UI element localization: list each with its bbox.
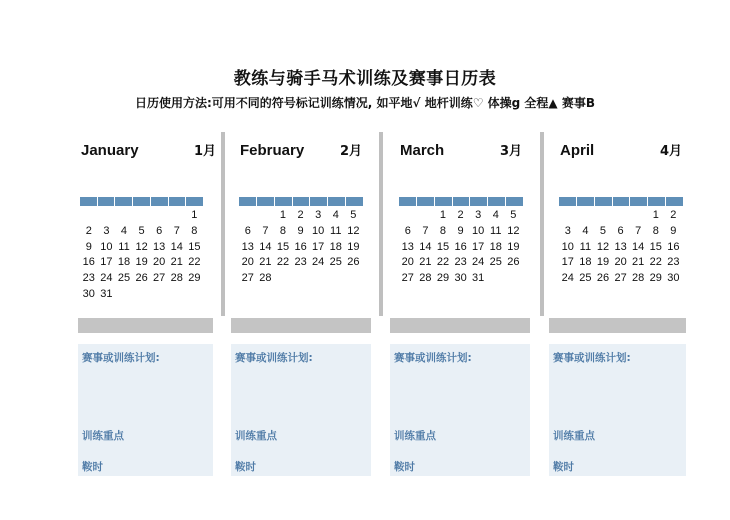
day-cell: 16: [454, 240, 467, 253]
day-cell: 28: [632, 272, 645, 285]
plan-box-january: [78, 344, 213, 476]
day-grid-january: [80, 209, 203, 304]
day-cell: 25: [579, 272, 592, 285]
day-cell: 5: [510, 209, 517, 221]
day-cell: 10: [100, 240, 113, 253]
day-cell: 22: [188, 256, 201, 269]
day-cell: 20: [614, 256, 627, 269]
day-cell: 4: [120, 224, 128, 237]
day-cell: 3: [103, 224, 110, 237]
day-cell: 23: [294, 256, 307, 269]
hours-label: 鞍时: [235, 461, 256, 473]
day-cell: 11: [118, 240, 130, 253]
day-cell: 25: [329, 256, 342, 269]
day-cell: 15: [649, 240, 662, 253]
day-cell: 1: [439, 209, 447, 221]
day-cell: 10: [312, 224, 325, 237]
day-cell: 24: [561, 272, 574, 285]
day-cell: 6: [404, 224, 411, 237]
day-cell: 28: [419, 272, 432, 285]
day-cell: 21: [259, 256, 272, 269]
day-cell: 8: [191, 224, 198, 237]
day-cell: 21: [632, 256, 645, 269]
day-cell: 8: [439, 224, 447, 237]
month-header-april: [560, 140, 682, 164]
day-cell: 4: [492, 209, 499, 221]
day-cell: 11: [490, 224, 502, 237]
day-cell: 7: [262, 224, 269, 237]
usage-instructions: 日历使用方法:可用不同的符号标记训练情况, 如平地√ 地杆训练♡ 体操g 全程▲ 赛事B: [135, 96, 595, 110]
day-cell: 1: [191, 209, 198, 221]
focus-label: 训练重点: [553, 430, 595, 442]
day-cell: 5: [599, 224, 607, 237]
day-cell: 27: [153, 272, 166, 285]
day-cell: 5: [350, 209, 357, 221]
weekday-bar: [80, 197, 203, 206]
empty-cell: [98, 209, 116, 225]
day-cell: 21: [419, 256, 432, 269]
day-cell: 20: [241, 256, 254, 269]
day-cell: 23: [667, 256, 680, 269]
hours-label: 鞍时: [394, 461, 415, 473]
day-cell: 27: [401, 272, 414, 285]
day-cell: 14: [259, 240, 272, 253]
day-cell: 29: [436, 272, 450, 285]
day-cell: 8: [279, 224, 287, 237]
empty-cell: [239, 209, 257, 225]
day-cell: 14: [170, 240, 183, 253]
month-name-cn: 4月: [659, 144, 682, 159]
day-cell: 20: [153, 256, 166, 269]
plan-box-april: [549, 344, 686, 476]
day-cell: 14: [419, 240, 432, 253]
day-cell: 30: [667, 272, 680, 285]
day-cell: 17: [312, 240, 325, 253]
empty-cell: [629, 209, 647, 225]
day-cell: 29: [649, 272, 662, 285]
empty-cell: [150, 209, 168, 225]
day-cell: 7: [635, 224, 642, 237]
day-cell: 30: [82, 287, 95, 300]
day-cell: 9: [85, 240, 92, 253]
day-grid-march: [399, 209, 522, 288]
day-cell: 23: [454, 256, 467, 269]
day-cell: 2: [85, 224, 92, 237]
focus-label: 训练重点: [394, 430, 436, 442]
day-cell: 10: [472, 224, 485, 237]
day-cell: 6: [244, 224, 251, 237]
day-cell: 2: [297, 209, 304, 221]
day-cell: 17: [561, 256, 574, 269]
day-cell: 9: [670, 224, 677, 237]
month-name: January: [81, 142, 139, 159]
day-cell: 24: [100, 272, 113, 285]
weekday-bar: [239, 197, 363, 206]
day-cell: 18: [117, 256, 131, 269]
day-cell: 15: [276, 240, 290, 253]
day-cell: 19: [135, 256, 148, 269]
day-cell: 2: [670, 209, 677, 221]
day-cell: 15: [436, 240, 450, 253]
day-cell: 24: [472, 256, 485, 269]
empty-cell: [80, 209, 98, 225]
day-cell: 30: [454, 272, 467, 285]
focus-label: 训练重点: [235, 430, 277, 442]
day-cell: 16: [667, 240, 680, 253]
plan-label: 赛事或训练计划:: [553, 352, 631, 364]
day-cell: 26: [135, 272, 148, 285]
day-cell: 13: [153, 240, 166, 253]
day-cell: 4: [332, 209, 339, 221]
day-cell: 23: [82, 272, 95, 285]
day-cell: 16: [294, 240, 307, 253]
empty-cell: [594, 209, 612, 225]
day-cell: 17: [472, 240, 485, 253]
day-cell: 13: [241, 240, 254, 253]
day-grid-april: [559, 209, 682, 288]
day-cell: 27: [614, 272, 627, 285]
day-cell: 31: [100, 287, 113, 300]
plan-box-february: [231, 344, 371, 476]
day-cell: 7: [422, 224, 429, 237]
day-cell: 3: [564, 224, 571, 237]
page-title: 教练与骑手马术训练及赛事日历表: [233, 69, 497, 89]
day-cell: 20: [401, 256, 414, 269]
day-cell: 28: [170, 272, 183, 285]
day-cell: 26: [347, 256, 360, 269]
day-cell: 1: [652, 209, 659, 221]
empty-cell: [577, 209, 595, 225]
focus-label: 训练重点: [82, 430, 124, 442]
day-cell: 14: [632, 240, 645, 253]
day-cell: 5: [138, 224, 145, 237]
month-name-cn: 3月: [499, 144, 522, 159]
day-cell: 2: [457, 209, 464, 221]
day-cell: 17: [100, 256, 113, 269]
day-cell: 12: [347, 224, 360, 237]
weekday-bar: [399, 197, 523, 206]
month-name: April: [560, 142, 595, 159]
plan-label: 赛事或训练计划:: [82, 352, 160, 364]
day-cell: 3: [475, 209, 482, 221]
gray-strip: [78, 318, 213, 333]
day-cell: 10: [561, 240, 574, 253]
day-cell: 11: [330, 224, 342, 237]
empty-cell: [133, 209, 151, 225]
day-cell: 27: [241, 272, 254, 285]
day-cell: 19: [596, 256, 610, 269]
gray-strip: [231, 318, 371, 333]
day-cell: 8: [652, 224, 659, 237]
day-cell: 11: [579, 240, 592, 253]
day-cell: 29: [188, 272, 201, 285]
day-cell: 19: [507, 240, 520, 253]
day-cell: 26: [596, 272, 610, 285]
empty-cell: [257, 209, 275, 225]
plan-box-march: [390, 344, 530, 476]
month-header-january: [81, 140, 216, 164]
day-cell: 25: [117, 272, 131, 285]
empty-cell: [559, 209, 577, 225]
empty-cell: [612, 209, 630, 225]
day-cell: 15: [188, 240, 201, 253]
hours-label: 鞍时: [553, 461, 574, 473]
day-cell: 22: [649, 256, 662, 269]
month-header-february: [240, 140, 362, 164]
column-divider: [540, 132, 544, 316]
plan-label: 赛事或训练计划:: [235, 352, 313, 364]
day-cell: 28: [259, 272, 272, 285]
day-cell: 31: [472, 272, 485, 285]
column-divider: [221, 132, 225, 316]
column-divider: [379, 132, 383, 316]
day-cell: 12: [135, 240, 148, 253]
month-name: March: [400, 142, 445, 159]
day-cell: 25: [489, 256, 502, 269]
day-cell: 12: [596, 240, 610, 253]
day-cell: 19: [347, 240, 360, 253]
day-cell: 6: [156, 224, 163, 237]
day-cell: 6: [617, 224, 624, 237]
day-cell: 3: [315, 209, 322, 221]
gray-strip: [549, 318, 686, 333]
day-cell: 18: [579, 256, 592, 269]
month-name-cn: 1月: [193, 144, 216, 159]
day-cell: 1: [279, 209, 287, 221]
day-cell: 21: [170, 256, 183, 269]
day-cell: 12: [507, 224, 520, 237]
day-cell: 24: [312, 256, 325, 269]
month-name-cn: 2月: [339, 144, 362, 159]
day-cell: 9: [457, 224, 464, 237]
hours-label: 鞍时: [82, 461, 103, 473]
day-cell: 16: [82, 256, 95, 269]
day-cell: 7: [173, 224, 180, 237]
empty-cell: [168, 209, 186, 225]
day-cell: 9: [297, 224, 304, 237]
plan-label: 赛事或训练计划:: [394, 352, 472, 364]
day-cell: 13: [614, 240, 627, 253]
day-cell: 18: [329, 240, 342, 253]
weekday-bar: [559, 197, 683, 206]
day-cell: 26: [507, 256, 520, 269]
day-cell: 18: [489, 240, 502, 253]
month-header-march: [400, 140, 522, 164]
gray-strip: [390, 318, 530, 333]
empty-cell: [399, 209, 417, 225]
day-grid-february: [239, 209, 362, 288]
empty-cell: [417, 209, 435, 225]
day-cell: 22: [436, 256, 450, 269]
day-cell: 4: [582, 224, 589, 237]
day-cell: 13: [401, 240, 414, 253]
empty-cell: [115, 209, 133, 225]
day-cell: 22: [276, 256, 290, 269]
month-name: February: [240, 142, 305, 159]
